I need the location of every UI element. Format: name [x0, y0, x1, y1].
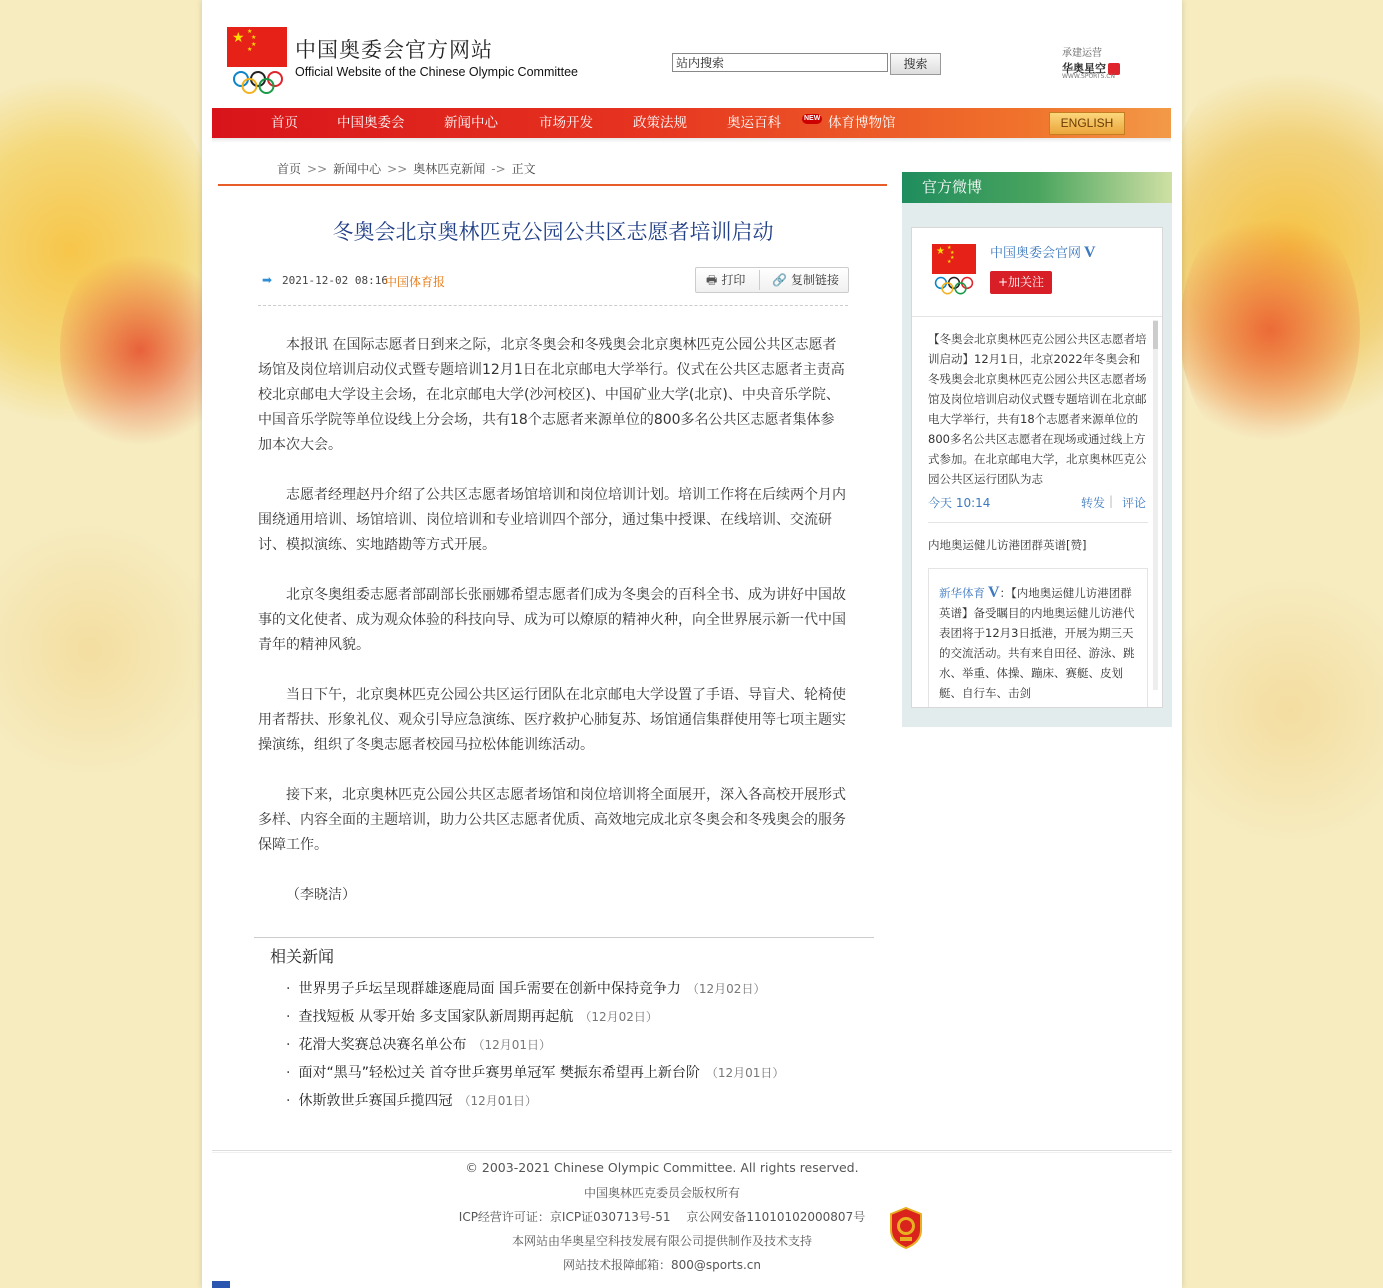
related-news-link[interactable]: 休斯敦世乒赛国乒揽四冠 [298, 1093, 453, 1109]
weibo-header-title: 官方微博 [922, 178, 983, 196]
weibo-post-text: 内地奥运健儿访港团群英谱[赞] [928, 538, 1087, 552]
breadcrumb-separator: -> [491, 162, 506, 176]
article-author: （李晓洁） [286, 887, 356, 903]
related-news-title: 相关新闻 [270, 947, 335, 966]
english-button[interactable]: ENGLISH [1049, 112, 1125, 135]
breadcrumb-news[interactable]: 新闻中心 [333, 162, 382, 176]
site-title[interactable]: 中国奥委会官方网站 [295, 38, 493, 62]
breadcrumb-home[interactable]: 首页 [277, 162, 302, 176]
link-icon: 🔗 [772, 273, 787, 287]
bullet-icon: · [286, 1037, 291, 1053]
printer-icon: 🖶 [706, 273, 718, 287]
related-news-date: （12月01日） [705, 1066, 785, 1080]
olympic-rings-icon [934, 276, 974, 296]
weibo-divider [928, 522, 1148, 523]
related-news-link[interactable]: 花滑大奖赛总决赛名单公布 [298, 1037, 467, 1053]
related-news-link[interactable]: 查找短板 从零开始 多支国家队新周期再起航 [298, 1009, 574, 1025]
nav-item-encyclopedia[interactable]: 奥运百科 [727, 115, 781, 131]
footer-email[interactable]: 网站技术报障邮箱：800@sports.cn [562, 1258, 762, 1272]
repost-content: ：【内地奥运健儿访港团群英谱】备受瞩目的内地奥运健儿访港代表团将于12月3日抵港，开展为期三天的交流活动。共有来自田径、游泳、跳水、举重、体操、蹦床、赛艇、皮划艇、自行车、击剑 [939, 586, 1135, 700]
follow-button[interactable] [990, 271, 1052, 294]
operator-label: 承建运营 [1062, 48, 1102, 59]
breadcrumb-olympic-news[interactable]: 奥林匹克新闻 [413, 162, 486, 176]
forward-button[interactable]: 转发 [1081, 496, 1106, 510]
corner-icon [212, 1281, 230, 1288]
nav-item-home[interactable]: 首页 [271, 115, 298, 131]
footer-rights: 中国奥林匹克委员会版权所有 [583, 1186, 740, 1200]
verified-icon: V [1084, 244, 1096, 261]
meta-divider [258, 305, 848, 306]
article-title: 冬奥会北京奥林匹克公园公共区志愿者培训启动 [332, 220, 774, 244]
related-news-link[interactable]: 世界男子乒坛呈现群雄逐鹿局面 国乒需要在创新中保持竞争力 [298, 981, 681, 997]
search-button[interactable]: 搜索 [890, 53, 941, 75]
related-news-date: （12月02日） [579, 1010, 658, 1024]
weibo-avatar-flag-icon[interactable]: ★ ★ ★ ★ ★ [932, 244, 976, 274]
verified-icon: V [988, 584, 1000, 601]
footer-divider [212, 1150, 1172, 1151]
breadcrumb-separator: >> [307, 162, 328, 176]
weibo-scrollbar-thumb[interactable] [1153, 321, 1158, 349]
weibo-header [902, 172, 1172, 203]
breadcrumb-underline [218, 184, 887, 186]
related-news-list [286, 978, 784, 1118]
related-news-link[interactable]: 面对“黑马”轻松过关 首夺世乒赛男单冠军 樊振东希望再上新台阶 [298, 1065, 700, 1081]
related-news-date: （12月01日） [458, 1094, 537, 1108]
nav-item-coc[interactable]: 中国奥委会 [337, 115, 405, 131]
article-body [258, 333, 848, 933]
operator-url: WWW.SPORTS.CN [1062, 73, 1115, 80]
nav-item-policy[interactable]: 政策法规 [633, 115, 687, 131]
page-container [202, 0, 1182, 1288]
follow-label: 加关注 [1008, 275, 1045, 289]
weibo-repost-text [939, 583, 1139, 703]
weibo-divider [912, 316, 1162, 317]
article-paragraph: 当日下午，北京奥林匹克公园公共区运行团队在北京邮电大学设置了手语、导盲犬、轮椅使用者帮扶、形象礼仪、观众引导应急演练、医疗救护心肺复苏、场馆通信集群使用等七项主题实操演练，组织了冬奥志愿者校园马拉松体能训练活动。 [258, 687, 846, 753]
weibo-widget [911, 227, 1163, 708]
footer-divider [212, 1152, 1172, 1153]
repost-account-name[interactable]: 新华体育 [939, 586, 985, 600]
related-news-item[interactable] [286, 1090, 784, 1118]
weibo-account-label: 中国奥委会官网 [990, 246, 1082, 261]
main-nav [212, 108, 1171, 138]
comment-button[interactable]: 评论 [1122, 496, 1147, 510]
nav-item-museum[interactable]: 体育博物馆 [828, 115, 896, 131]
police-badge-icon[interactable] [888, 1206, 924, 1250]
bullet-icon: · [286, 981, 291, 997]
related-news-item[interactable] [286, 1006, 784, 1034]
article-paragraph: 北京冬奥组委志愿者部副部长张丽娜希望志愿者们成为冬奥会的百科全书、成为讲好中国故事的文化使者、成为观众体验的科技向导、成为可以燎原的精神火种，向全世界展示新一代中国青年的精神风貌。 [258, 587, 846, 653]
footer-copyright: © 2003-2021 Chinese Olympic Committee. All rights reserved. [465, 1160, 859, 1175]
nav-shadow [212, 138, 1171, 143]
bullet-icon: · [286, 1065, 291, 1081]
olympic-rings-icon [232, 70, 284, 96]
nav-item-marketing[interactable]: 市场开发 [539, 115, 593, 131]
article-date: 2021-12-02 08:16 [282, 274, 388, 287]
related-news-item[interactable] [286, 978, 784, 1006]
weibo-account-name[interactable] [990, 242, 1096, 262]
related-news-date: （12月02日） [686, 982, 766, 996]
print-button[interactable] [706, 268, 745, 292]
article-source[interactable]: 中国体育报 [385, 275, 446, 289]
plus-icon: + [997, 275, 1009, 289]
footer-support: 本网站由华奥星空科技发展有限公司提供制作及技术支持 [511, 1234, 812, 1248]
article-toolbar [695, 267, 849, 293]
arrow-right-icon: ➡ [262, 273, 273, 287]
breadcrumb-separator: >> [387, 162, 408, 176]
related-news-item[interactable] [286, 1034, 784, 1062]
breadcrumb [277, 160, 536, 177]
nav-item-news[interactable]: 新闻中心 [444, 115, 498, 131]
article-paragraph: 志愿者经理赵丹介绍了公共区志愿者场馆培训和岗位培训计划。培训工作将在后续两个月内围绕通用培训、场馆培训、岗位培训和专业培训四个部分，通过集中授课、在线培训、交流研讨、模拟演练、实地踏勘等方式开展。 [258, 487, 846, 553]
action-separator: | [1109, 494, 1114, 508]
search-input[interactable] [672, 53, 888, 72]
copy-link-label: 复制链接 [790, 273, 839, 287]
weibo-scrollbar[interactable] [1153, 320, 1158, 690]
copy-link-button[interactable] [772, 268, 839, 292]
toolbar-divider [759, 270, 760, 290]
weibo-post-time[interactable]: 今天 10:14 [928, 496, 991, 510]
print-label: 打印 [721, 273, 746, 287]
bullet-icon: · [286, 1093, 291, 1109]
article-paragraph: 本报讯 在国际志愿者日到来之际，北京冬奥会和冬残奥会北京奥林匹克公园公共区志愿者场馆及岗位培训启动仪式暨专题培训12月1日在北京邮电大学举行。仪式在公共区志愿者主责高校北京邮电大学设主会场，在北京邮电大学(沙河校区)、中国矿业大学(北京)、中央音乐学院、中国音乐学院等单位设线上分会场，共有18个志愿者来源单位的800多名公共区志愿者集体参加本次大会。 [258, 337, 845, 453]
new-badge: NEW [804, 115, 821, 122]
weibo-post-text: 【冬奥会北京奥林匹克公园公共区志愿者培训启动】12月1日，北京2022年冬奥会和冬残奥会北京奥林匹克公园公共区志愿者场馆及岗位培训启动仪式暨专题培训在北京邮电大学举行，共有18个志愿者来源单位的800多名公共区志愿者在现场或通过线上方式参加。在北京邮电大学，北京奥林匹克公园公共区运行团队为志 [928, 332, 1147, 486]
china-flag-icon[interactable]: ★ ★ ★ ★ ★ [227, 27, 287, 67]
related-news-date: （12月01日） [472, 1038, 551, 1052]
operator-logo-text: 华奥星空 [1062, 62, 1106, 75]
bullet-icon: · [286, 1009, 291, 1025]
article-paragraph: 接下来，北京奥林匹克公园公共区志愿者场馆和岗位培训将全面展开，深入各高校开展形式多样、内容全面的主题培训，助力公共区志愿者优质、高效地完成北京冬奥会和冬残奥会的服务保障工作。 [258, 787, 846, 853]
breadcrumb-current: 正文 [511, 162, 536, 176]
site-subtitle: Official Website of the Chinese Olympic Committee [295, 65, 578, 79]
weibo-repost-box [928, 568, 1148, 708]
related-divider [254, 937, 874, 938]
related-news-item[interactable] [286, 1062, 784, 1090]
footer-icp[interactable]: ICP经营许可证：京ICP证030713号-51 京公网安备11010102000807号 [458, 1210, 866, 1224]
